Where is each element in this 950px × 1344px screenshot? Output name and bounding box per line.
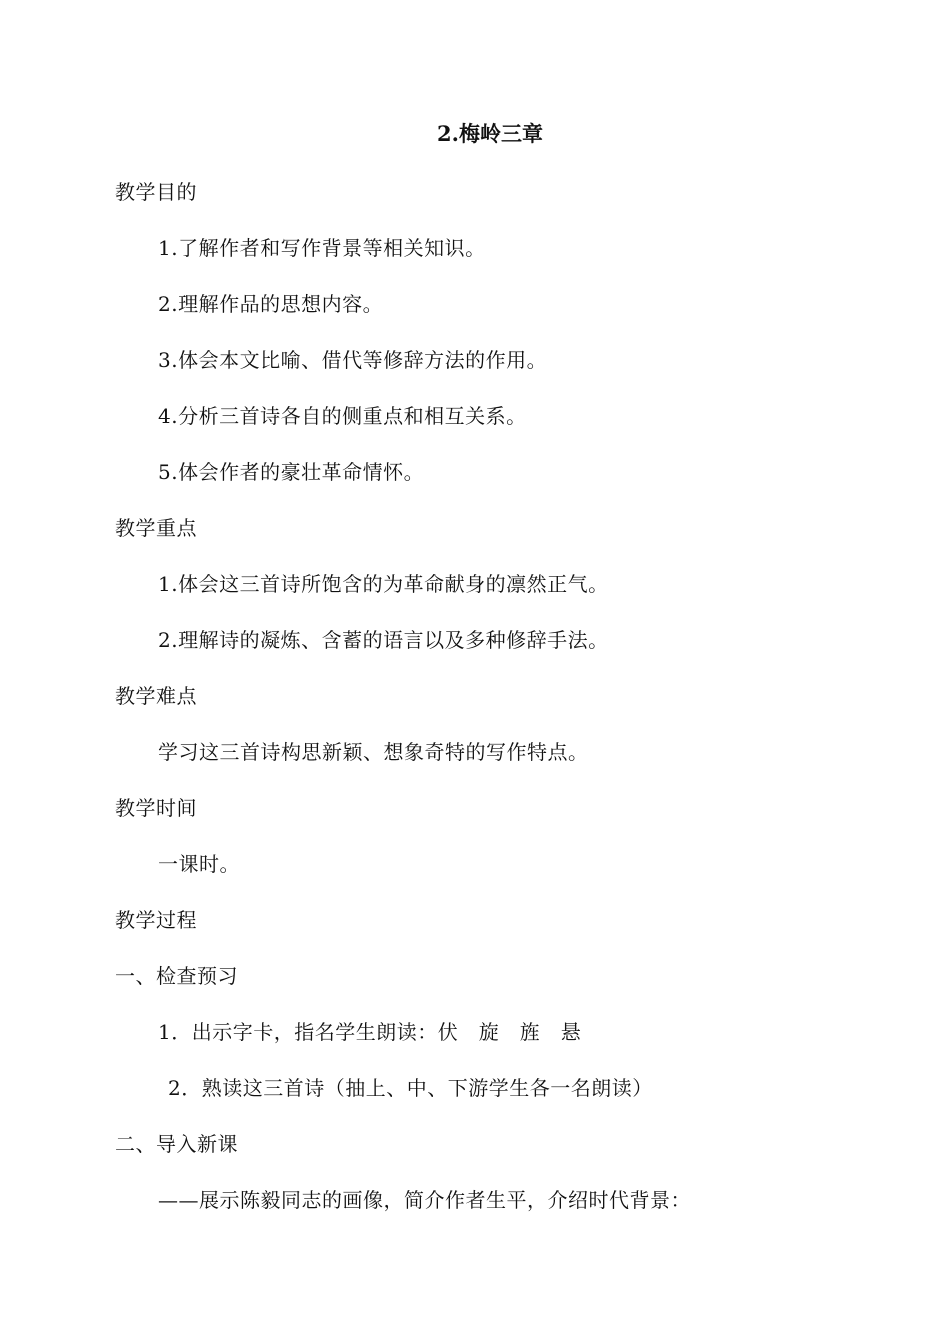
heading-part1: 一、检查预习	[115, 964, 238, 988]
objective-item: 1.了解作者和写作背景等相关知识。	[158, 236, 486, 260]
heading-difficulties: 教学难点	[115, 684, 197, 708]
objective-item: 4.分析三首诗各自的侧重点和相互关系。	[158, 404, 527, 428]
heading-key-points: 教学重点	[115, 516, 197, 540]
objective-item: 5.体会作者的豪壮革命情怀。	[158, 460, 425, 484]
heading-process: 教学过程	[115, 908, 197, 932]
difficulties-text: 学习这三首诗构思新颖、想象奇特的写作特点。	[158, 740, 589, 764]
key-point-item: 2.理解诗的凝炼、含蓄的语言以及多种修辞手法。	[158, 628, 609, 652]
objective-item: 3.体会本文比喻、借代等修辞方法的作用。	[158, 348, 548, 372]
heading-time: 教学时间	[115, 796, 197, 820]
key-point-item: 1.体会这三首诗所饱含的为革命献身的凛然正气。	[158, 572, 609, 596]
document-title: 2.梅岭三章	[437, 121, 543, 146]
part1-item: 2．熟读这三首诗（抽上、中、下游学生各一名朗读）	[168, 1076, 653, 1100]
heading-objectives: 教学目的	[115, 180, 197, 204]
part1-item: 1．出示字卡，指名学生朗读：伏 旋 旌 悬	[158, 1020, 582, 1044]
part2-text: ——展示陈毅同志的画像，简介作者生平，介绍时代背景：	[158, 1188, 691, 1212]
time-text: 一课时。	[158, 852, 240, 876]
heading-part2: 二、导入新课	[115, 1132, 238, 1156]
objective-item: 2.理解作品的思想内容。	[158, 292, 384, 316]
